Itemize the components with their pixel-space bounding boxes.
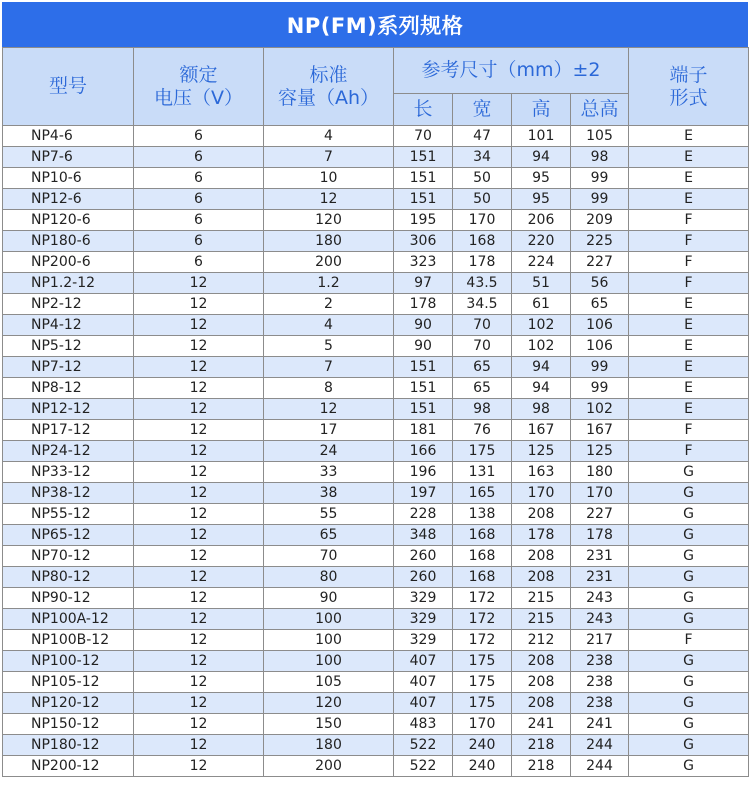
cell-capacity: 180 — [264, 231, 394, 252]
cell-terminal: G — [629, 672, 749, 693]
table-row — [3, 672, 749, 693]
table-row — [3, 315, 749, 336]
cell-total-height: 56 — [571, 273, 629, 294]
cell-width: 178 — [453, 252, 512, 273]
cell-terminal: G — [629, 588, 749, 609]
cell-total-height: 231 — [571, 546, 629, 567]
cell-model: NP5-12 — [3, 336, 134, 357]
cell-model: NP4-6 — [3, 126, 134, 147]
cell-length: 195 — [394, 210, 453, 231]
cell-total-height: 125 — [571, 441, 629, 462]
table-row — [3, 252, 749, 273]
cell-width: 175 — [453, 651, 512, 672]
cell-total-height: 106 — [571, 336, 629, 357]
cell-voltage: 12 — [134, 504, 264, 525]
cell-width: 175 — [453, 672, 512, 693]
cell-capacity: 100 — [264, 609, 394, 630]
cell-terminal: E — [629, 336, 749, 357]
cell-terminal: F — [629, 420, 749, 441]
cell-width: 172 — [453, 588, 512, 609]
cell-height: 218 — [512, 735, 571, 756]
cell-height: 208 — [512, 567, 571, 588]
cell-length: 329 — [394, 588, 453, 609]
cell-capacity: 80 — [264, 567, 394, 588]
cell-capacity: 7 — [264, 147, 394, 168]
cell-model: NP1.2-12 — [3, 273, 134, 294]
cell-total-height: 98 — [571, 147, 629, 168]
cell-width: 172 — [453, 630, 512, 651]
cell-terminal: E — [629, 126, 749, 147]
cell-total-height: 99 — [571, 168, 629, 189]
cell-voltage: 6 — [134, 210, 264, 231]
cell-terminal: E — [629, 315, 749, 336]
cell-capacity: 24 — [264, 441, 394, 462]
cell-width: 240 — [453, 756, 512, 777]
cell-width: 47 — [453, 126, 512, 147]
cell-height: 208 — [512, 504, 571, 525]
cell-total-height: 170 — [571, 483, 629, 504]
cell-height: 167 — [512, 420, 571, 441]
cell-total-height: 217 — [571, 630, 629, 651]
cell-capacity: 105 — [264, 672, 394, 693]
cell-model: NP12-6 — [3, 189, 134, 210]
cell-terminal: E — [629, 189, 749, 210]
cell-height: 163 — [512, 462, 571, 483]
cell-total-height: 244 — [571, 756, 629, 777]
cell-capacity: 7 — [264, 357, 394, 378]
cell-terminal: G — [629, 714, 749, 735]
cell-width: 168 — [453, 231, 512, 252]
cell-model: NP65-12 — [3, 525, 134, 546]
cell-voltage: 12 — [134, 357, 264, 378]
cell-length: 151 — [394, 378, 453, 399]
cell-capacity: 38 — [264, 483, 394, 504]
cell-height: 102 — [512, 315, 571, 336]
cell-total-height: 225 — [571, 231, 629, 252]
cell-model: NP33-12 — [3, 462, 134, 483]
cell-terminal: G — [629, 735, 749, 756]
cell-height: 215 — [512, 609, 571, 630]
table-row — [3, 189, 749, 210]
cell-total-height: 180 — [571, 462, 629, 483]
cell-length: 151 — [394, 357, 453, 378]
cell-model: NP200-6 — [3, 252, 134, 273]
cell-width: 50 — [453, 189, 512, 210]
cell-total-height: 238 — [571, 693, 629, 714]
cell-model: NP80-12 — [3, 567, 134, 588]
cell-width: 165 — [453, 483, 512, 504]
cell-capacity: 4 — [264, 126, 394, 147]
cell-height: 95 — [512, 168, 571, 189]
cell-model: NP55-12 — [3, 504, 134, 525]
table-row — [3, 525, 749, 546]
cell-length: 151 — [394, 168, 453, 189]
cell-total-height: 99 — [571, 189, 629, 210]
cell-length: 407 — [394, 693, 453, 714]
cell-model: NP12-12 — [3, 399, 134, 420]
cell-model: NP180-12 — [3, 735, 134, 756]
cell-terminal: E — [629, 294, 749, 315]
cell-height: 125 — [512, 441, 571, 462]
cell-height: 218 — [512, 756, 571, 777]
cell-length: 329 — [394, 630, 453, 651]
cell-length: 90 — [394, 315, 453, 336]
cell-capacity: 17 — [264, 420, 394, 441]
cell-width: 170 — [453, 210, 512, 231]
table-row — [3, 756, 749, 777]
cell-voltage: 12 — [134, 672, 264, 693]
header-total-height: 总高 — [571, 94, 629, 126]
table-row — [3, 483, 749, 504]
cell-width: 76 — [453, 420, 512, 441]
header-voltage: 额定 电压（V） — [134, 48, 264, 126]
cell-terminal: F — [629, 252, 749, 273]
table-row — [3, 210, 749, 231]
cell-length: 522 — [394, 735, 453, 756]
cell-width: 172 — [453, 609, 512, 630]
cell-total-height: 106 — [571, 315, 629, 336]
cell-width: 168 — [453, 525, 512, 546]
table-title: NP(FM)系列规格 — [2, 2, 748, 47]
cell-total-height: 99 — [571, 357, 629, 378]
cell-width: 175 — [453, 693, 512, 714]
cell-height: 170 — [512, 483, 571, 504]
cell-height: 220 — [512, 231, 571, 252]
cell-length: 228 — [394, 504, 453, 525]
table-row — [3, 126, 749, 147]
cell-capacity: 150 — [264, 714, 394, 735]
cell-height: 51 — [512, 273, 571, 294]
table-row — [3, 693, 749, 714]
cell-width: 34 — [453, 147, 512, 168]
cell-width: 65 — [453, 378, 512, 399]
cell-terminal: E — [629, 399, 749, 420]
cell-length: 70 — [394, 126, 453, 147]
cell-capacity: 5 — [264, 336, 394, 357]
cell-terminal: F — [629, 231, 749, 252]
cell-capacity: 2 — [264, 294, 394, 315]
cell-voltage: 12 — [134, 336, 264, 357]
cell-voltage: 6 — [134, 252, 264, 273]
spec-table — [2, 47, 749, 777]
cell-voltage: 12 — [134, 588, 264, 609]
cell-capacity: 120 — [264, 210, 394, 231]
cell-width: 240 — [453, 735, 512, 756]
cell-capacity: 180 — [264, 735, 394, 756]
cell-length: 151 — [394, 189, 453, 210]
cell-length: 306 — [394, 231, 453, 252]
cell-voltage: 12 — [134, 651, 264, 672]
cell-model: NP100-12 — [3, 651, 134, 672]
cell-terminal: G — [629, 504, 749, 525]
cell-width: 175 — [453, 441, 512, 462]
cell-capacity: 200 — [264, 756, 394, 777]
cell-total-height: 105 — [571, 126, 629, 147]
table-row — [3, 630, 749, 651]
cell-voltage: 12 — [134, 567, 264, 588]
cell-voltage: 6 — [134, 126, 264, 147]
cell-height: 101 — [512, 126, 571, 147]
cell-model: NP2-12 — [3, 294, 134, 315]
cell-model: NP24-12 — [3, 441, 134, 462]
cell-length: 522 — [394, 756, 453, 777]
cell-capacity: 70 — [264, 546, 394, 567]
cell-height: 94 — [512, 357, 571, 378]
header-width: 宽 — [453, 94, 512, 126]
cell-total-height: 241 — [571, 714, 629, 735]
cell-height: 212 — [512, 630, 571, 651]
cell-capacity: 200 — [264, 252, 394, 273]
table-row — [3, 294, 749, 315]
table-row — [3, 546, 749, 567]
table-row — [3, 588, 749, 609]
cell-width: 34.5 — [453, 294, 512, 315]
cell-total-height: 231 — [571, 567, 629, 588]
cell-length: 197 — [394, 483, 453, 504]
cell-model: NP7-12 — [3, 357, 134, 378]
table-row — [3, 504, 749, 525]
cell-model: NP90-12 — [3, 588, 134, 609]
cell-height: 94 — [512, 378, 571, 399]
cell-voltage: 12 — [134, 735, 264, 756]
cell-height: 95 — [512, 189, 571, 210]
table-body — [3, 126, 749, 777]
cell-length: 151 — [394, 399, 453, 420]
table-row — [3, 441, 749, 462]
cell-total-height: 167 — [571, 420, 629, 441]
cell-model: NP105-12 — [3, 672, 134, 693]
cell-voltage: 12 — [134, 693, 264, 714]
cell-width: 70 — [453, 315, 512, 336]
cell-total-height: 102 — [571, 399, 629, 420]
cell-total-height: 243 — [571, 588, 629, 609]
cell-length: 329 — [394, 609, 453, 630]
cell-voltage: 12 — [134, 483, 264, 504]
cell-terminal: F — [629, 273, 749, 294]
header-dimensions: 参考尺寸（mm）±2 — [394, 48, 629, 94]
cell-capacity: 8 — [264, 378, 394, 399]
cell-height: 102 — [512, 336, 571, 357]
cell-capacity: 100 — [264, 651, 394, 672]
cell-length: 407 — [394, 651, 453, 672]
cell-length: 90 — [394, 336, 453, 357]
cell-model: NP180-6 — [3, 231, 134, 252]
header-length: 长 — [394, 94, 453, 126]
cell-model: NP200-12 — [3, 756, 134, 777]
cell-voltage: 12 — [134, 315, 264, 336]
cell-total-height: 65 — [571, 294, 629, 315]
table-row — [3, 714, 749, 735]
cell-height: 208 — [512, 693, 571, 714]
cell-width: 138 — [453, 504, 512, 525]
cell-terminal: G — [629, 756, 749, 777]
cell-height: 94 — [512, 147, 571, 168]
cell-width: 168 — [453, 567, 512, 588]
cell-terminal: E — [629, 168, 749, 189]
cell-capacity: 65 — [264, 525, 394, 546]
cell-length: 178 — [394, 294, 453, 315]
cell-height: 206 — [512, 210, 571, 231]
cell-total-height: 99 — [571, 378, 629, 399]
table-row — [3, 399, 749, 420]
cell-width: 43.5 — [453, 273, 512, 294]
cell-voltage: 12 — [134, 399, 264, 420]
cell-voltage: 12 — [134, 525, 264, 546]
cell-terminal: G — [629, 525, 749, 546]
cell-height: 208 — [512, 651, 571, 672]
cell-total-height: 209 — [571, 210, 629, 231]
header-capacity: 标准 容量（Ah） — [264, 48, 394, 126]
table-row — [3, 273, 749, 294]
cell-width: 70 — [453, 336, 512, 357]
cell-voltage: 6 — [134, 189, 264, 210]
cell-model: NP17-12 — [3, 420, 134, 441]
cell-capacity: 120 — [264, 693, 394, 714]
header-terminal: 端子 形式 — [629, 48, 749, 126]
cell-voltage: 12 — [134, 462, 264, 483]
table-row — [3, 231, 749, 252]
cell-height: 208 — [512, 546, 571, 567]
cell-height: 61 — [512, 294, 571, 315]
cell-width: 98 — [453, 399, 512, 420]
table-row — [3, 336, 749, 357]
cell-terminal: F — [629, 210, 749, 231]
table-row — [3, 567, 749, 588]
cell-width: 65 — [453, 357, 512, 378]
cell-voltage: 12 — [134, 546, 264, 567]
cell-voltage: 12 — [134, 714, 264, 735]
cell-capacity: 90 — [264, 588, 394, 609]
table-row — [3, 462, 749, 483]
cell-terminal: G — [629, 693, 749, 714]
cell-terminal: E — [629, 378, 749, 399]
cell-total-height: 227 — [571, 504, 629, 525]
cell-model: NP7-6 — [3, 147, 134, 168]
cell-capacity: 10 — [264, 168, 394, 189]
cell-model: NP10-6 — [3, 168, 134, 189]
cell-model: NP150-12 — [3, 714, 134, 735]
cell-total-height: 243 — [571, 609, 629, 630]
cell-model: NP38-12 — [3, 483, 134, 504]
cell-height: 98 — [512, 399, 571, 420]
cell-length: 407 — [394, 672, 453, 693]
cell-terminal: G — [629, 546, 749, 567]
cell-length: 260 — [394, 546, 453, 567]
cell-height: 215 — [512, 588, 571, 609]
table-row — [3, 420, 749, 441]
cell-total-height: 227 — [571, 252, 629, 273]
cell-height: 241 — [512, 714, 571, 735]
cell-voltage: 12 — [134, 630, 264, 651]
cell-terminal: F — [629, 630, 749, 651]
table-row — [3, 357, 749, 378]
cell-voltage: 12 — [134, 420, 264, 441]
cell-terminal: E — [629, 147, 749, 168]
cell-length: 483 — [394, 714, 453, 735]
table-row — [3, 378, 749, 399]
cell-length: 323 — [394, 252, 453, 273]
cell-voltage: 12 — [134, 756, 264, 777]
cell-capacity: 4 — [264, 315, 394, 336]
header-height: 高 — [512, 94, 571, 126]
cell-capacity: 1.2 — [264, 273, 394, 294]
header-model: 型号 — [3, 48, 134, 126]
cell-height: 178 — [512, 525, 571, 546]
table-row — [3, 609, 749, 630]
cell-length: 151 — [394, 147, 453, 168]
cell-terminal: G — [629, 567, 749, 588]
cell-total-height: 238 — [571, 672, 629, 693]
cell-model: NP120-12 — [3, 693, 134, 714]
cell-width: 168 — [453, 546, 512, 567]
cell-voltage: 12 — [134, 378, 264, 399]
cell-total-height: 178 — [571, 525, 629, 546]
cell-total-height: 238 — [571, 651, 629, 672]
table-row — [3, 147, 749, 168]
cell-terminal: F — [629, 441, 749, 462]
cell-width: 50 — [453, 168, 512, 189]
cell-voltage: 12 — [134, 441, 264, 462]
cell-model: NP8-12 — [3, 378, 134, 399]
cell-voltage: 12 — [134, 609, 264, 630]
cell-length: 97 — [394, 273, 453, 294]
cell-height: 208 — [512, 672, 571, 693]
cell-capacity: 33 — [264, 462, 394, 483]
cell-voltage: 12 — [134, 294, 264, 315]
cell-total-height: 244 — [571, 735, 629, 756]
cell-model: NP100A-12 — [3, 609, 134, 630]
cell-length: 348 — [394, 525, 453, 546]
cell-model: NP70-12 — [3, 546, 134, 567]
cell-length: 260 — [394, 567, 453, 588]
cell-model: NP4-12 — [3, 315, 134, 336]
cell-length: 181 — [394, 420, 453, 441]
table-row — [3, 651, 749, 672]
cell-height: 224 — [512, 252, 571, 273]
cell-width: 131 — [453, 462, 512, 483]
cell-model: NP120-6 — [3, 210, 134, 231]
table-header — [3, 48, 749, 126]
cell-length: 166 — [394, 441, 453, 462]
cell-capacity: 55 — [264, 504, 394, 525]
cell-voltage: 6 — [134, 168, 264, 189]
spec-sheet — [2, 2, 748, 777]
table-row — [3, 168, 749, 189]
cell-terminal: G — [629, 483, 749, 504]
cell-width: 170 — [453, 714, 512, 735]
cell-terminal: G — [629, 609, 749, 630]
cell-capacity: 12 — [264, 399, 394, 420]
cell-model: NP100B-12 — [3, 630, 134, 651]
cell-voltage: 12 — [134, 273, 264, 294]
cell-terminal: E — [629, 357, 749, 378]
cell-length: 196 — [394, 462, 453, 483]
cell-voltage: 6 — [134, 231, 264, 252]
cell-capacity: 12 — [264, 189, 394, 210]
cell-capacity: 100 — [264, 630, 394, 651]
table-row — [3, 735, 749, 756]
cell-terminal: G — [629, 651, 749, 672]
cell-terminal: G — [629, 462, 749, 483]
cell-voltage: 6 — [134, 147, 264, 168]
